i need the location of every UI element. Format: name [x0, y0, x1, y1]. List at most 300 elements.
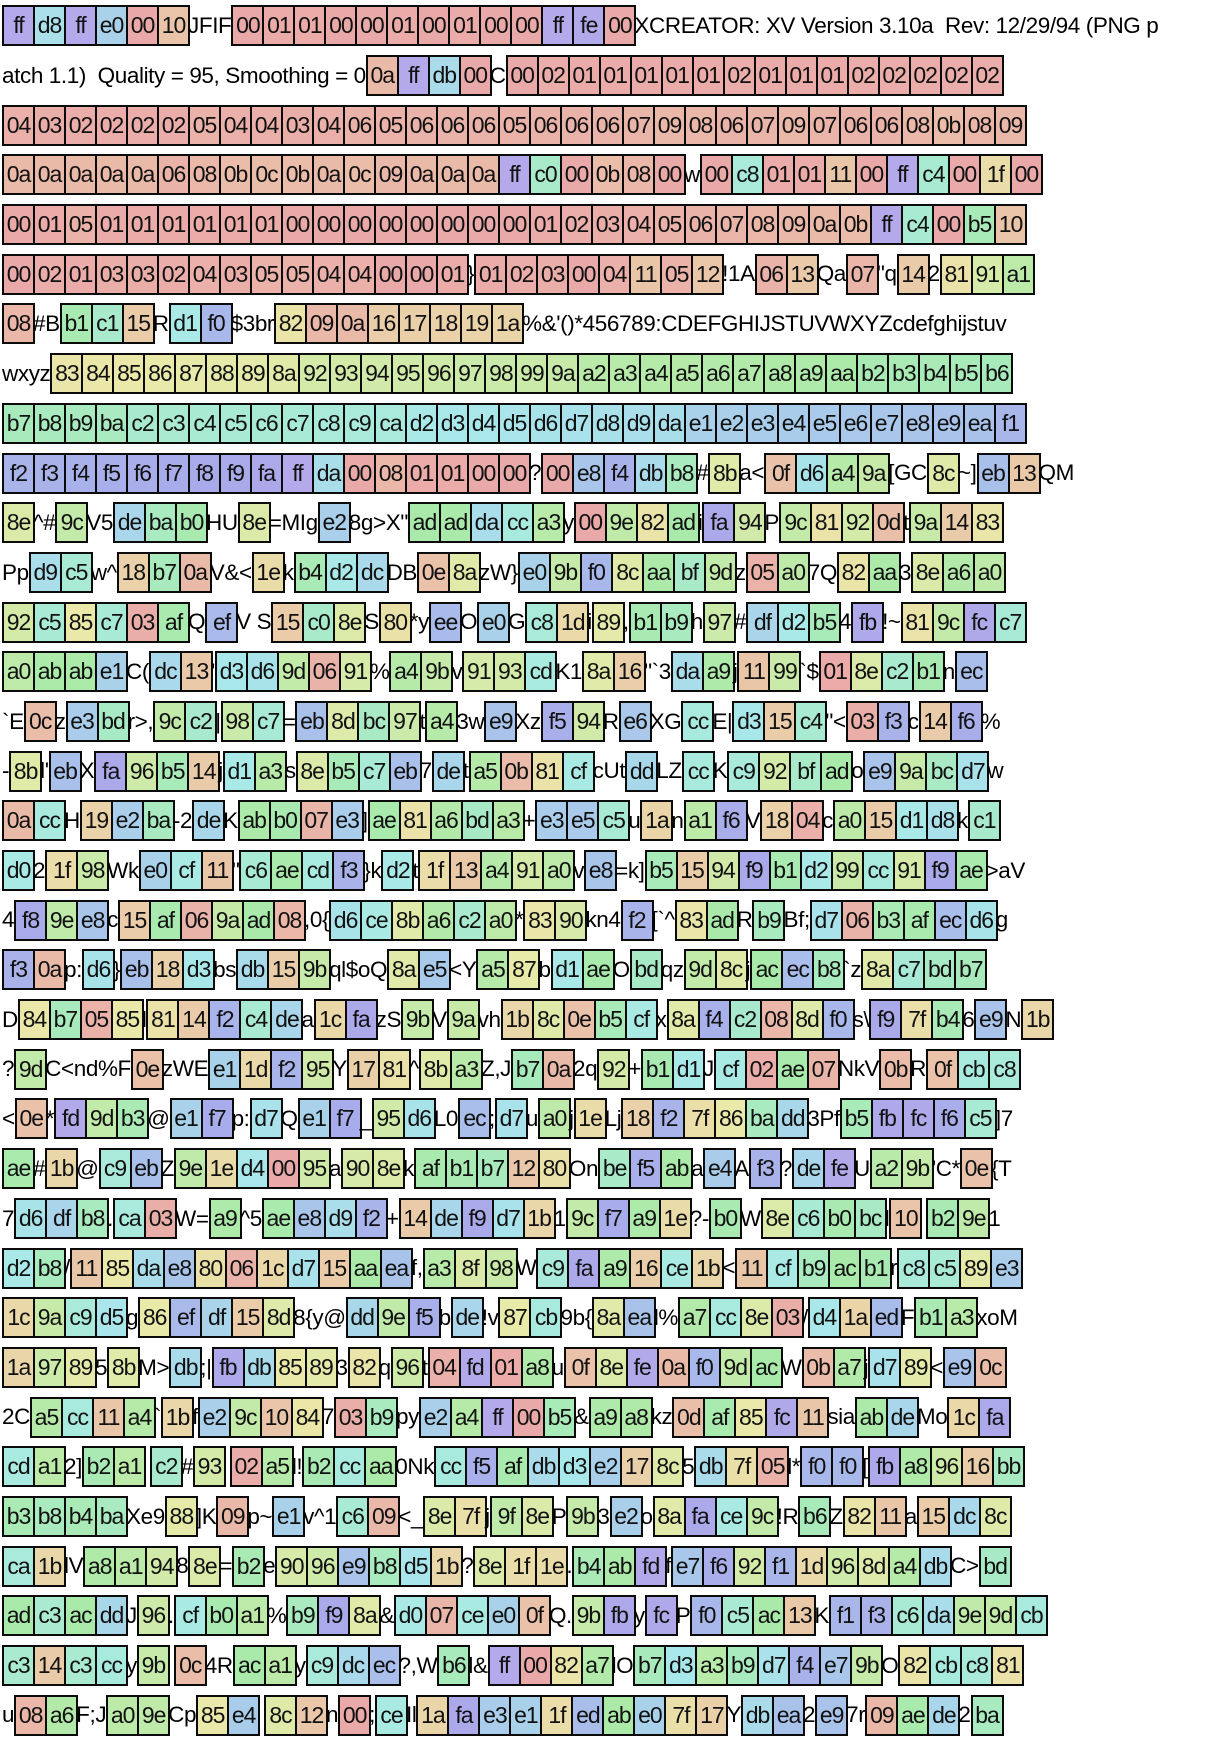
hex-byte-box: f2: [355, 1198, 388, 1239]
hex-byte-box: 08: [760, 999, 793, 1040]
ascii-text: j: [863, 1354, 869, 1380]
hex-byte-box: e8: [293, 1198, 326, 1239]
hex-byte-box: b8: [368, 1546, 401, 1587]
ascii-text: {T: [990, 1155, 1012, 1181]
hex-byte-box: a3: [608, 353, 641, 394]
ascii-text: N: [1005, 1006, 1022, 1032]
hex-byte-box: f2: [2, 453, 35, 494]
hex-byte-box: de: [270, 999, 303, 1040]
hex-byte-box: d5: [498, 403, 531, 444]
ascii-text: +: [628, 1056, 641, 1082]
ascii-text: 8{y@: [293, 1304, 346, 1330]
hex-byte-box: 9b: [572, 1595, 605, 1636]
hex-byte-box: c4: [188, 403, 221, 444]
hex-byte-box: 18: [151, 949, 184, 990]
ascii-text: xoM: [976, 1304, 1018, 1330]
ascii-text: #: [33, 1155, 46, 1181]
hex-byte-box: bd: [461, 800, 494, 841]
hex-byte-box: 14: [177, 999, 210, 1040]
hex-row: [2, 1194, 1216, 1244]
hex-row: [2, 448, 1216, 498]
hex-byte-box: a0: [106, 1695, 139, 1736]
hex-byte-box: 81: [991, 1645, 1024, 1686]
ascii-text: %: [980, 708, 1001, 734]
hex-byte-box: 01: [692, 55, 725, 96]
ascii-text: 2]: [64, 1453, 82, 1479]
hex-byte-box: 00: [126, 5, 159, 46]
ascii-text: c: [822, 808, 834, 833]
hex-byte-box: c2: [453, 900, 486, 941]
hex-byte-box: 11: [796, 1397, 829, 1438]
ascii-text: p:: [64, 957, 82, 983]
hex-byte-box: 95: [391, 353, 424, 394]
ascii-text: V5: [86, 509, 114, 535]
hex-byte-box: b3: [116, 1098, 149, 1139]
hex-byte-box: 08: [374, 453, 407, 494]
hex-byte-box: 04: [312, 254, 345, 295]
hex-byte-box: 81: [146, 999, 179, 1040]
ascii-text: !v: [481, 1304, 499, 1330]
hex-byte-box: f9: [738, 850, 771, 891]
hex-byte-box: 1e: [535, 1546, 568, 1587]
hex-byte-box: 0f: [764, 453, 797, 494]
ascii-text: Pp: [2, 559, 29, 585]
hex-byte-box: 0a: [366, 55, 399, 96]
ascii-text: C: [489, 62, 506, 88]
hex-byte-box: 83: [971, 502, 1004, 543]
hex-byte-box: 8a: [653, 1496, 686, 1537]
hex-byte-box: 97: [703, 602, 736, 643]
ascii-text: K1: [555, 658, 583, 684]
hex-byte-box: 14: [399, 1198, 432, 1239]
hex-byte-box: 08: [746, 204, 779, 245]
hex-byte-box: ba: [142, 800, 175, 841]
hex-byte-box: c2: [184, 701, 217, 742]
hex-byte-box: 7f: [664, 1695, 697, 1736]
hex-byte-box: 11: [201, 850, 234, 891]
ascii-text: r>,: [127, 708, 154, 734]
hex-byte-box: 01: [250, 204, 283, 245]
hex-byte-box: 8c: [611, 552, 644, 593]
hex-byte-box: b1: [859, 1248, 892, 1289]
hex-byte-box: a8: [521, 1347, 554, 1388]
hex-byte-box: 97: [33, 1347, 66, 1388]
hex-byte-box: ab: [855, 1397, 888, 1438]
hex-row: [2, 548, 1216, 598]
hex-byte-box: 0a: [126, 154, 159, 195]
hex-byte-box: f3: [332, 850, 365, 891]
ascii-text: }: [467, 261, 475, 287]
hex-byte-box: 02: [505, 254, 538, 295]
hex-byte-box: c3: [157, 403, 190, 444]
hex-byte-box: ae: [896, 1695, 929, 1736]
hex-byte-box: cb: [957, 1049, 990, 1090]
hex-byte-box: db: [919, 1546, 952, 1587]
hex-byte-box: ab: [660, 1148, 693, 1189]
hex-byte-box: d3: [215, 651, 248, 692]
hex-byte-box: 00: [498, 453, 531, 494]
hex-row: [2, 299, 1216, 349]
hex-byte-box: ae: [270, 850, 303, 891]
hex-byte-box: b9: [286, 1595, 319, 1636]
hex-byte-box: 9d: [984, 1595, 1017, 1636]
hex-byte-box: d3: [732, 701, 765, 742]
hex-byte-box: 04: [343, 254, 376, 295]
hex-row: [2, 249, 1216, 299]
hex-byte-box: a3: [423, 1248, 456, 1289]
ascii-text: #: [733, 609, 746, 635]
hex-byte-box: f0: [831, 1446, 864, 1487]
hex-byte-box: b9: [797, 1248, 830, 1289]
ascii-text: [GC: [888, 460, 927, 486]
hex-byte-box: 08: [273, 900, 306, 941]
hex-byte-box: d9: [622, 403, 655, 444]
hex-byte-box: 0e: [563, 999, 596, 1040]
hex-byte-box: f4: [698, 999, 731, 1040]
hex-byte-box: a5: [469, 751, 502, 792]
hex-byte-box: 9e: [377, 1297, 410, 1338]
hex-byte-box: ed: [571, 1695, 604, 1736]
hex-byte-box: f2: [270, 1049, 303, 1090]
hex-byte-box: 00: [510, 5, 543, 46]
hex-byte-box: b2: [856, 353, 889, 394]
hex-byte-box: f9: [461, 1198, 494, 1239]
hex-byte-box: dd: [95, 1595, 128, 1636]
ascii-text: a: [301, 1006, 314, 1032]
ascii-text: w: [987, 758, 1004, 784]
hex-byte-box: 01: [386, 5, 419, 46]
hex-byte-box: d1: [672, 1049, 705, 1090]
ascii-text: l: [884, 1205, 890, 1231]
hex-byte-box: 01: [126, 204, 159, 245]
hex-byte-box: e7: [671, 1546, 704, 1587]
hex-byte-box: f6: [950, 701, 983, 742]
hex-byte-box: fd: [634, 1546, 667, 1587]
hex-byte-box: c3: [64, 1645, 97, 1686]
hex-byte-box: b5: [156, 751, 189, 792]
ascii-text: lO: [611, 1652, 634, 1678]
hex-byte-box: 0a: [2, 800, 35, 841]
hex-byte-box: e1: [509, 1695, 542, 1736]
ascii-text: Z: [829, 1503, 843, 1529]
hex-byte-box: 81: [901, 602, 934, 643]
hex-byte-box: b4: [931, 999, 964, 1040]
ascii-text: f: [665, 1553, 672, 1579]
ascii-text: sia: [827, 1404, 855, 1430]
hex-byte-box: d2: [381, 850, 414, 891]
hex-byte-box: 0e: [131, 1049, 164, 1090]
ascii-text: k: [957, 808, 968, 833]
ascii-text: 3Pf: [807, 1106, 840, 1132]
hex-byte-box: ae: [2, 1148, 35, 1189]
hex-byte-box: 18: [429, 303, 462, 344]
hex-byte-box: af: [703, 1397, 736, 1438]
hex-byte-box: 1b: [523, 1198, 556, 1239]
hex-byte-box: f3: [749, 1148, 782, 1189]
hex-byte-box: cc: [681, 701, 714, 742]
hex-byte-box: de: [430, 1198, 463, 1239]
hex-byte-box: 96: [137, 1595, 170, 1636]
hex-byte-box: 91: [462, 651, 495, 692]
hex-byte-box: af: [157, 602, 190, 643]
hex-byte-box: cc: [709, 1297, 742, 1338]
hex-byte-box: fa: [702, 502, 735, 543]
hex-byte-box: ea: [963, 403, 996, 444]
ascii-text: 8g>X": [348, 509, 408, 535]
hex-byte-box: e2: [715, 403, 748, 444]
hex-byte-box: cc: [682, 751, 715, 792]
ascii-text: ~]: [957, 460, 977, 486]
hex-byte-box: a1: [236, 1595, 269, 1636]
hex-row: [2, 1293, 1216, 1343]
hex-byte-box: 16: [367, 303, 400, 344]
hex-byte-box: 0b: [591, 154, 624, 195]
hex-byte-box: e9: [974, 999, 1007, 1040]
ascii-text: }: [112, 957, 121, 983]
hex-byte-box: ab: [603, 1546, 636, 1587]
hex-byte-box: c4: [917, 154, 950, 195]
hex-byte-box: b5: [327, 751, 360, 792]
hex-byte-box: 05: [250, 254, 283, 295]
hex-byte-box: a0: [833, 800, 866, 841]
hex-byte-box: d1: [551, 949, 584, 990]
hex-byte-box: a2: [577, 353, 610, 394]
ascii-text: .: [566, 1553, 573, 1579]
hex-byte-box: cc: [61, 1397, 94, 1438]
hex-byte-box: 19: [460, 303, 493, 344]
hex-byte-box: 95: [301, 1049, 334, 1090]
hex-byte-box: 98: [485, 1248, 518, 1289]
hex-byte-box: d3: [436, 403, 469, 444]
ascii-text: zS: [375, 1006, 402, 1032]
hex-byte-box: 8a: [448, 552, 481, 593]
hex-byte-box: 82: [636, 502, 669, 543]
hex-byte-box: fe: [626, 1347, 659, 1388]
hex-byte-box: 15: [118, 900, 151, 941]
hex-byte-box: 06: [755, 254, 788, 295]
hex-byte-box: 05: [374, 105, 407, 146]
hex-row: [2, 51, 1216, 101]
hex-byte-box: 0a: [2, 154, 35, 195]
hex-byte-box: f5: [465, 1446, 498, 1487]
hex-byte-box: bb: [992, 1446, 1025, 1487]
ascii-text: XG: [649, 708, 682, 734]
ascii-text: F: [900, 1304, 915, 1330]
hex-byte-box: b3: [2, 1496, 35, 1537]
hex-byte-box: 8e: [850, 651, 883, 692]
hex-byte-box: de: [927, 1695, 960, 1736]
hex-byte-box: d7: [810, 900, 843, 941]
hex-byte-box: 8c: [532, 999, 565, 1040]
hex-byte-box: 00: [506, 55, 539, 96]
hex-byte-box: 8a: [348, 1595, 381, 1636]
ascii-text: Il: [405, 1702, 417, 1728]
hex-byte-box: cc: [434, 1446, 467, 1487]
ascii-text: !R: [776, 1503, 799, 1529]
ascii-text: a: [328, 1155, 342, 1181]
hex-byte-box: c9: [536, 1248, 569, 1289]
hex-byte-box: 00: [467, 204, 500, 245]
hex-byte-box: 01: [436, 453, 469, 494]
hex-byte-box: db: [236, 949, 269, 990]
hex-byte-box: fb: [851, 602, 884, 643]
hex-byte-box: 96: [930, 1446, 963, 1487]
ascii-text: Q: [188, 609, 206, 635]
hex-byte-box: 0c: [250, 154, 283, 195]
hex-byte-box: d2: [405, 403, 438, 444]
ascii-text: #B: [33, 311, 60, 337]
hex-byte-box: a1: [1002, 254, 1035, 295]
hex-byte-box: ac: [752, 1595, 785, 1636]
ascii-text: @: [76, 1155, 99, 1181]
hex-byte-box: 0b: [839, 204, 872, 245]
hex-byte-box: b1: [641, 1049, 674, 1090]
hex-byte-box: 8a: [267, 353, 300, 394]
ascii-text: g: [995, 907, 1008, 933]
hex-byte-box: 03: [144, 1198, 177, 1239]
ascii-text: zW}: [479, 559, 518, 585]
hex-byte-box: ae: [368, 800, 401, 841]
hex-byte-box: 09: [865, 1695, 898, 1736]
hex-byte-box: 02: [745, 1049, 778, 1090]
hex-row: [2, 647, 1216, 697]
ascii-text: HU: [206, 509, 238, 535]
hex-byte-box: 85: [274, 1347, 307, 1388]
hex-byte-box: f6: [702, 1546, 735, 1587]
hex-byte-box: 06: [225, 1248, 258, 1289]
hex-byte-box: fa: [684, 1496, 717, 1537]
hex-byte-box: 01: [816, 55, 849, 96]
hex-byte-box: fb: [212, 1347, 245, 1388]
ascii-text: Wk: [107, 857, 139, 883]
ascii-text: y: [562, 509, 574, 535]
hex-byte-box: 9c: [746, 1496, 779, 1537]
hex-byte-box: 9e: [957, 1198, 990, 1239]
hex-byte-box: fb: [871, 1098, 904, 1139]
hex-row: [2, 150, 1216, 200]
hex-byte-box: fb: [868, 1446, 901, 1487]
hex-byte-box: 09: [367, 1496, 400, 1537]
ascii-text: p:: [231, 1106, 250, 1132]
ascii-text: z: [734, 559, 746, 585]
hex-byte-box: ec: [458, 1098, 491, 1139]
hex-byte-box: 15: [676, 850, 709, 891]
hex-byte-box: 9d: [85, 1098, 118, 1139]
hex-byte-box: 00: [1010, 154, 1043, 195]
hex-byte-box: e8: [76, 900, 109, 941]
ascii-text: Y: [726, 1702, 742, 1728]
hex-byte-box: cb: [929, 1645, 962, 1686]
hex-byte-box: 94: [733, 502, 766, 543]
hex-byte-box: ce: [660, 1248, 693, 1289]
hex-byte-box: 9b: [566, 1496, 599, 1537]
hex-byte-box: d4: [467, 403, 500, 444]
hex-byte-box: 01: [490, 1347, 523, 1388]
hex-byte-box: e3: [331, 800, 364, 841]
ascii-text: "q: [876, 261, 897, 287]
hex-byte-box: 86: [138, 1297, 171, 1338]
hex-byte-box: c5: [33, 602, 66, 643]
hex-byte-box: 85: [64, 602, 97, 643]
hex-byte-box: d3: [558, 1446, 591, 1487]
hex-byte-box: 84: [81, 353, 114, 394]
hex-byte-box: 0c: [343, 154, 376, 195]
hex-byte-box: b5: [808, 602, 841, 643]
ascii-text: C>: [950, 1553, 979, 1579]
hex-byte-box: 07: [300, 800, 333, 841]
hex-byte-box: c1: [968, 800, 1001, 841]
hex-byte-box: b5: [543, 1397, 576, 1438]
ascii-text: v: [573, 857, 585, 883]
ascii-text: 2C: [2, 1404, 30, 1430]
hex-byte-box: ba: [95, 403, 128, 444]
hex-byte-box: 02: [560, 204, 593, 245]
hex-byte-box: d4: [808, 1297, 841, 1338]
hex-byte-box: aa: [349, 1248, 382, 1289]
hex-byte-box: a3: [945, 1297, 978, 1338]
hex-byte-box: 83: [50, 353, 83, 394]
hex-byte-box: ad: [242, 900, 275, 941]
hex-byte-box: cf: [562, 751, 595, 792]
hex-byte-box: f7: [329, 1098, 362, 1139]
hex-byte-box: c6: [336, 1496, 369, 1537]
hex-byte-box: e2: [610, 1496, 643, 1537]
hex-byte-box: c7: [358, 751, 391, 792]
ascii-text: H: [64, 808, 80, 833]
hex-byte-box: ba: [95, 1496, 128, 1537]
hex-byte-box: 8e: [740, 1297, 773, 1338]
hex-byte-box: 82: [843, 1496, 876, 1537]
hex-byte-box: 9d: [277, 651, 310, 692]
hex-byte-box: 05: [653, 204, 686, 245]
hex-byte-box: bf: [673, 552, 706, 593]
hex-byte-box: f2: [208, 999, 241, 1040]
hex-byte-box: 10: [994, 204, 1027, 245]
hex-byte-box: de: [451, 1297, 484, 1338]
ascii-text: =k]: [615, 857, 645, 883]
hex-row: [2, 1690, 1216, 1740]
hex-row: [2, 746, 1216, 796]
ascii-text: JFIF: [188, 13, 232, 38]
hex-byte-box: 04: [622, 204, 655, 245]
hex-byte-box: e2: [589, 1446, 622, 1487]
hex-byte-box: cf: [170, 850, 203, 891]
hex-byte-box: 0a: [64, 154, 97, 195]
hex-byte-box: 8d: [791, 999, 824, 1040]
hex-byte-box: 10: [889, 1198, 922, 1239]
hex-byte-box: c7: [252, 701, 285, 742]
hex-byte-box: db: [169, 1347, 202, 1388]
hex-byte-box: b0: [709, 1198, 742, 1239]
ascii-text: /: [802, 1304, 808, 1330]
hex-byte-box: 06: [405, 105, 438, 146]
hex-byte-box: 1c: [947, 1397, 980, 1438]
hex-row: [2, 697, 1216, 747]
hex-byte-box: b7: [633, 1645, 666, 1686]
hex-byte-box: 01: [262, 5, 295, 46]
hex-byte-box: 06: [467, 105, 500, 146]
hex-byte-box: a0: [2, 651, 35, 692]
hex-byte-box: c6: [239, 850, 272, 891]
hex-byte-box: 8d: [857, 1546, 890, 1587]
ascii-text: *: [515, 907, 524, 933]
hex-byte-box: e9: [337, 1546, 370, 1587]
hex-byte-box: 01: [436, 254, 469, 295]
ascii-text: y: [126, 1652, 137, 1678]
hex-byte-box: ba: [745, 1098, 778, 1139]
hex-byte-box: a4: [826, 453, 859, 494]
hex-byte-box: d6: [529, 403, 562, 444]
